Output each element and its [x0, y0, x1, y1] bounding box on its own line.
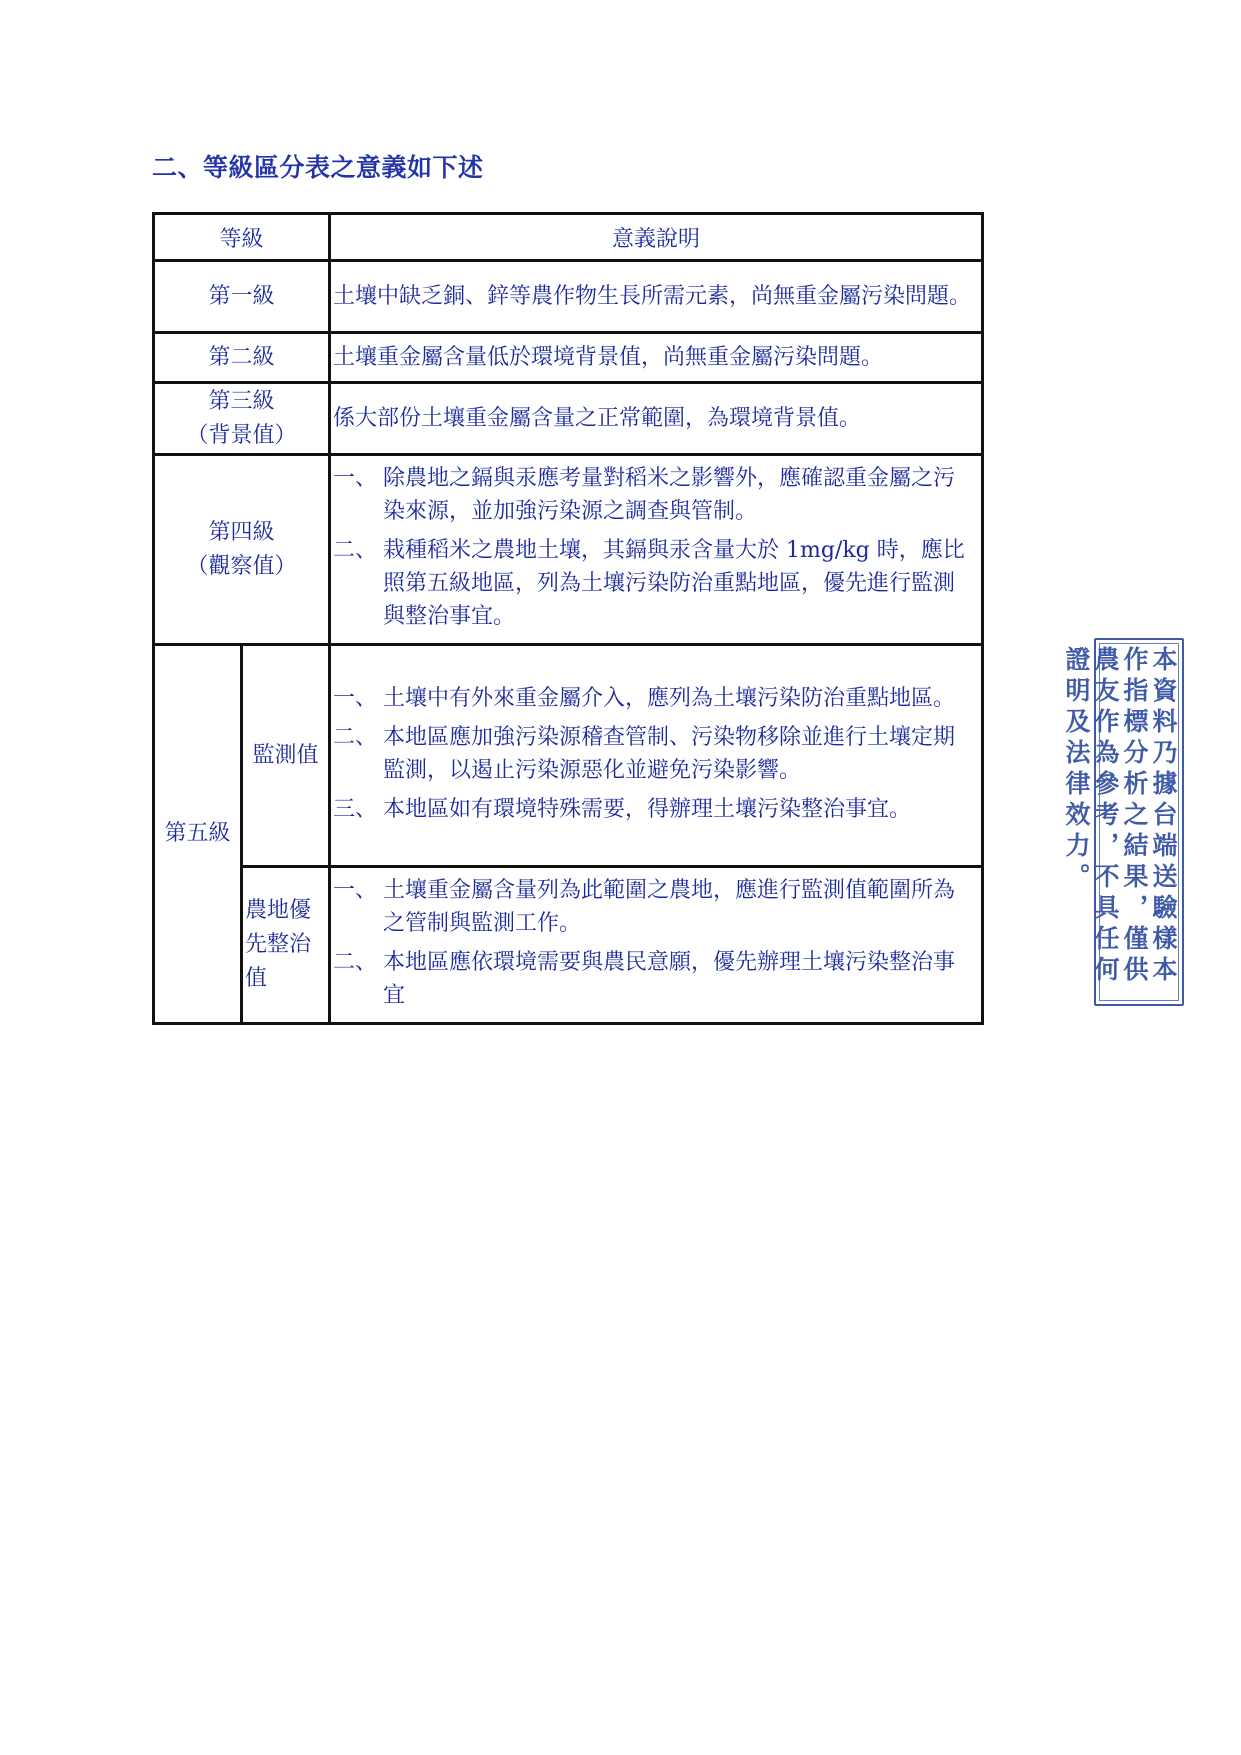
item-text: 本地區如有環境特殊需要，得辦理土壤污染整治事宜。 [383, 796, 912, 822]
item-text: 本地區應加強污染源稽查管制、污染物移除並進行土壤定期監測，以遏止污染源惡化並避免污染影響。 [383, 724, 956, 783]
item-number: 二、 [333, 950, 378, 975]
description-cell: 土壤中缺乏銅、鋅等農作物生長所需元素，尚無重金屬污染問題。 [330, 261, 983, 333]
grade-table [152, 212, 984, 1025]
grade-cell [154, 455, 330, 645]
table-row [154, 645, 983, 867]
section-heading: 二、等級區分表之意義如下述 [152, 153, 484, 182]
description-cell: 係大部份土壤重金屬含量之正常範圍，為環境背景值。 [330, 383, 983, 455]
disclaimer-stamp [1062, 638, 1184, 1006]
description-cell: 土壤重金屬含量低於環境背景值，尚無重金屬污染問題。 [330, 333, 983, 383]
item-number: 一、 [333, 685, 378, 711]
subgrade-cell: 監測值 [242, 645, 330, 867]
list-item [333, 534, 975, 633]
item-text: 除農地之鎘與汞應考量對稻米之影響外，應確認重金屬之污染來源，並加強污染源之調查與管制。 [383, 466, 956, 524]
grade-cell [154, 383, 330, 455]
item-text: 栽種稻米之農地土壤，其鎘與汞含量大於 1mg/kg 時，應比照第五級地區，列為土壤污染防治重點地區，優先進行監測與整治事宜。 [383, 538, 965, 629]
item-text: 本地區應依環境需要與農民意願，優先辦理土壤污染整治事宜 [383, 950, 956, 1008]
list-item [333, 721, 975, 787]
list-item [333, 874, 975, 940]
table-header-row [154, 214, 983, 261]
list-item [333, 946, 975, 1012]
header-grade: 等級 [154, 214, 330, 261]
grade-cell: 第二級 [154, 333, 330, 383]
grade-sublabel: （背景值） [186, 422, 297, 448]
header-meaning: 意義說明 [330, 214, 983, 261]
table-row [154, 383, 983, 455]
list-item [333, 462, 975, 528]
item-number: 一、 [333, 878, 378, 903]
item-text: 土壤中有外來重金屬介入，應列為土壤污染防治重點地區。 [383, 685, 956, 711]
item-number: 一、 [333, 466, 378, 491]
list-item [333, 682, 975, 715]
grade-label: 第四級 [208, 519, 275, 545]
grade-label: 第三級 [208, 388, 275, 414]
description-cell [330, 867, 983, 1024]
item-number: 二、 [333, 538, 378, 563]
description-cell [330, 455, 983, 645]
item-number: 三、 [333, 796, 378, 822]
grade-cell [154, 645, 242, 1024]
grade-cell: 第一級 [154, 261, 330, 333]
table-row [154, 261, 983, 333]
table-row [154, 455, 983, 645]
table-row [154, 867, 983, 1024]
item-number: 二、 [333, 724, 378, 750]
stamp-text: 本資料乃據台端送驗樣本作指標分析之結果，僅供農友作為參考，不具任何證明及法律效力。 [1062, 646, 1178, 987]
table-row [154, 333, 983, 383]
list-item [333, 793, 975, 826]
grade-label: 第五級 [164, 821, 231, 846]
description-cell [330, 645, 983, 867]
subgrade-cell: 農地優先整治值 [242, 867, 330, 1024]
grade-sublabel: （觀察值） [186, 553, 297, 579]
item-text: 土壤重金屬含量列為此範圍之農地，應進行監測值範圍所為之管制與監測工作。 [383, 878, 956, 936]
